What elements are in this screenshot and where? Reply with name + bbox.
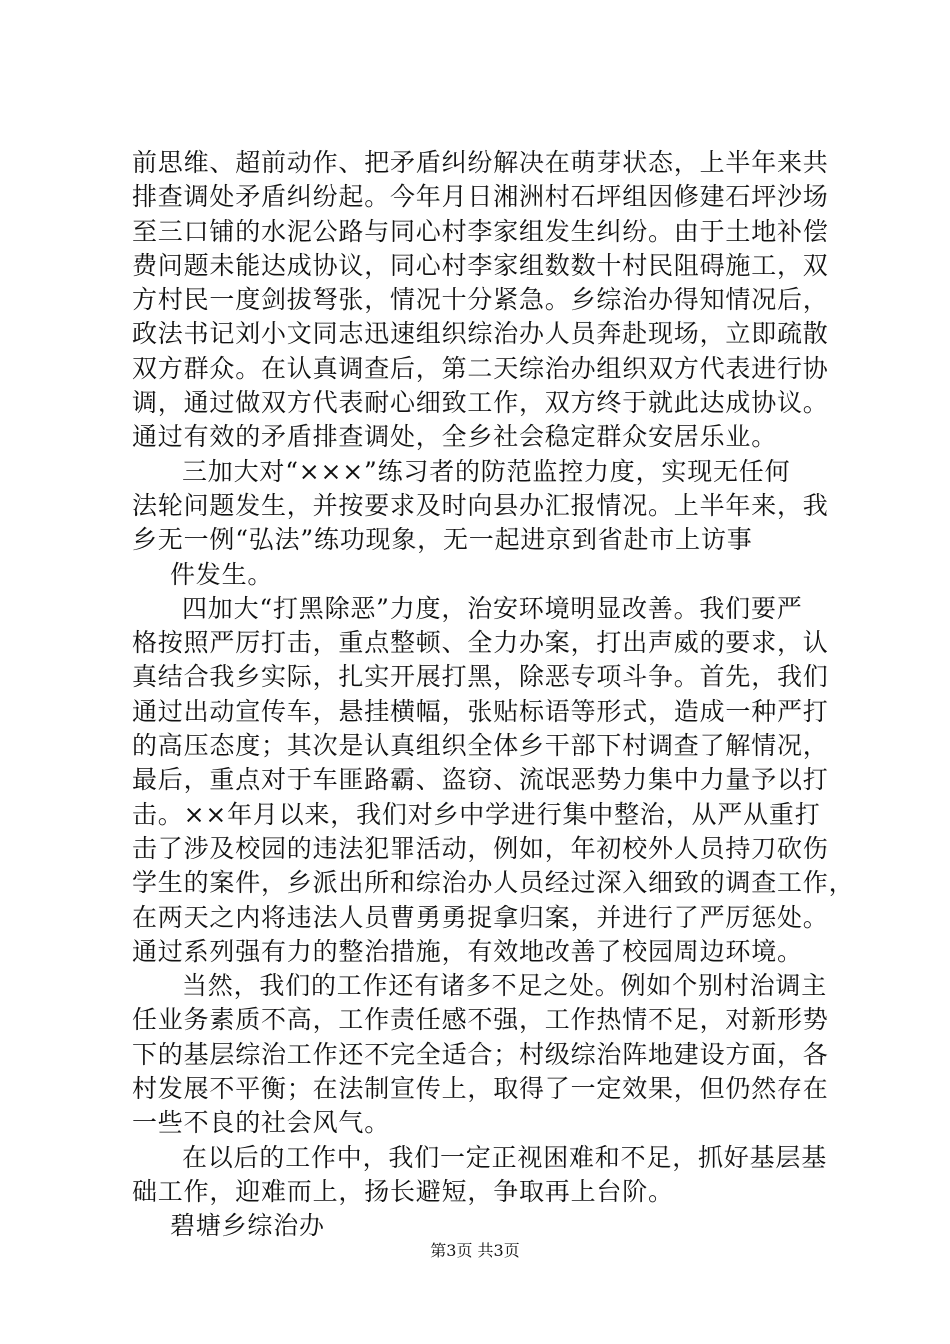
text-line: 村发展不平衡；在法制宣传上，取得了一定效果，但仍然存在 xyxy=(132,1074,829,1104)
text-line: 通过有效的矛盾排查调处，全乡社会稳定群众安居乐业。 xyxy=(132,422,778,452)
paragraph-start-line: 三加大对“×××”练习者的防范监控力度，实现无任何 xyxy=(182,456,791,486)
text-line: 至三口铺的水泥公路与同心村李家组发生纠纷。由于土地补偿 xyxy=(132,216,829,246)
text-line: 最后，重点对于车匪路霸、盗窃、流氓恶势力集中力量予以打 xyxy=(132,765,829,795)
text-line: 的高压态度；其次是认真组织全体乡干部下村调查了解情况， xyxy=(132,731,829,761)
text-line: 下的基层综治工作还不完全适合；村级综治阵地建设方面，各 xyxy=(132,1039,829,1069)
text-line: 学生的案件，乡派出所和综治办人员经过深入细致的调查工作， xyxy=(132,868,855,898)
text-line: 乡无一例“弘法”练功现象，无一起进京到省赴市上访事 xyxy=(132,525,753,555)
text-line: 一些不良的社会风气。 xyxy=(132,1108,391,1138)
page-number-footer: 第3页 共3页 xyxy=(430,1241,520,1260)
text-line: 排查调处矛盾纠纷起。今年月日湘洲村石坪组因修建石坪沙场 xyxy=(132,182,829,212)
paragraph-start-line: 在以后的工作中，我们一定正视困难和不足，抓好基层基 xyxy=(182,1142,828,1172)
text-line: 调，通过做双方代表耐心细致工作，双方终于就此达成协议。 xyxy=(132,388,829,418)
text-line: 法轮问题发生，并按要求及时向县办汇报情况。上半年来，我 xyxy=(132,490,829,520)
paragraph-start-line: 四加大“打黑除恶”力度，治安环境明显改善。我们要严 xyxy=(182,593,803,623)
text-line: 前思维、超前动作、把矛盾纠纷解决在萌芽状态，上半年来共 xyxy=(132,148,829,177)
text-line: 费问题未能达成协议，同心村李家组数数十村民阻碍施工，双 xyxy=(132,250,829,280)
text-line: 础工作，迎难而上，扬长避短，争取再上台阶。 xyxy=(132,1176,674,1206)
text-line: 通过出动宣传车，悬挂横幅，张贴标语等形式，造成一种严打 xyxy=(132,696,829,726)
text-line: 格按照严厉打击，重点整顿、全力办案，打出声威的要求，认 xyxy=(132,628,829,658)
text-line: 击。××年月以来，我们对乡中学进行集中整治，从严从重打 xyxy=(132,799,821,829)
text-line: 真结合我乡实际，扎实开展打黑，除恶专项斗争。首先，我们 xyxy=(132,662,829,692)
text-line: 双方群众。在认真调查后，第二天综治办组织双方代表进行协 xyxy=(132,353,829,383)
text-line: 任业务素质不高，工作责任感不强，工作热情不足，对新形势 xyxy=(132,1005,829,1035)
text-line: 件发生。 xyxy=(170,559,274,589)
text-line: 击了涉及校园的违法犯罪活动，例如，年初校外人员持刀砍伤 xyxy=(132,833,829,863)
text-line: 政法书记刘小文同志迅速组织综治办人员奔赴现场，立即疏散 xyxy=(132,319,829,349)
text-line: 在两天之内将违法人员曹勇勇捉拿归案，并进行了严厉惩处。 xyxy=(132,902,829,932)
document-body xyxy=(132,146,855,1244)
text-line: 方村民一度剑拔弩张，情况十分紧急。乡综治办得知情况后， xyxy=(132,285,829,315)
paragraph-start-line: 当然，我们的工作还有诸多不足之处。例如个别村治调主 xyxy=(182,971,828,1001)
text-line: 通过系列强有力的整治措施，有效地改善了校园周边环境。 xyxy=(132,936,803,966)
signature-line: 碧塘乡综治办 xyxy=(170,1211,325,1241)
